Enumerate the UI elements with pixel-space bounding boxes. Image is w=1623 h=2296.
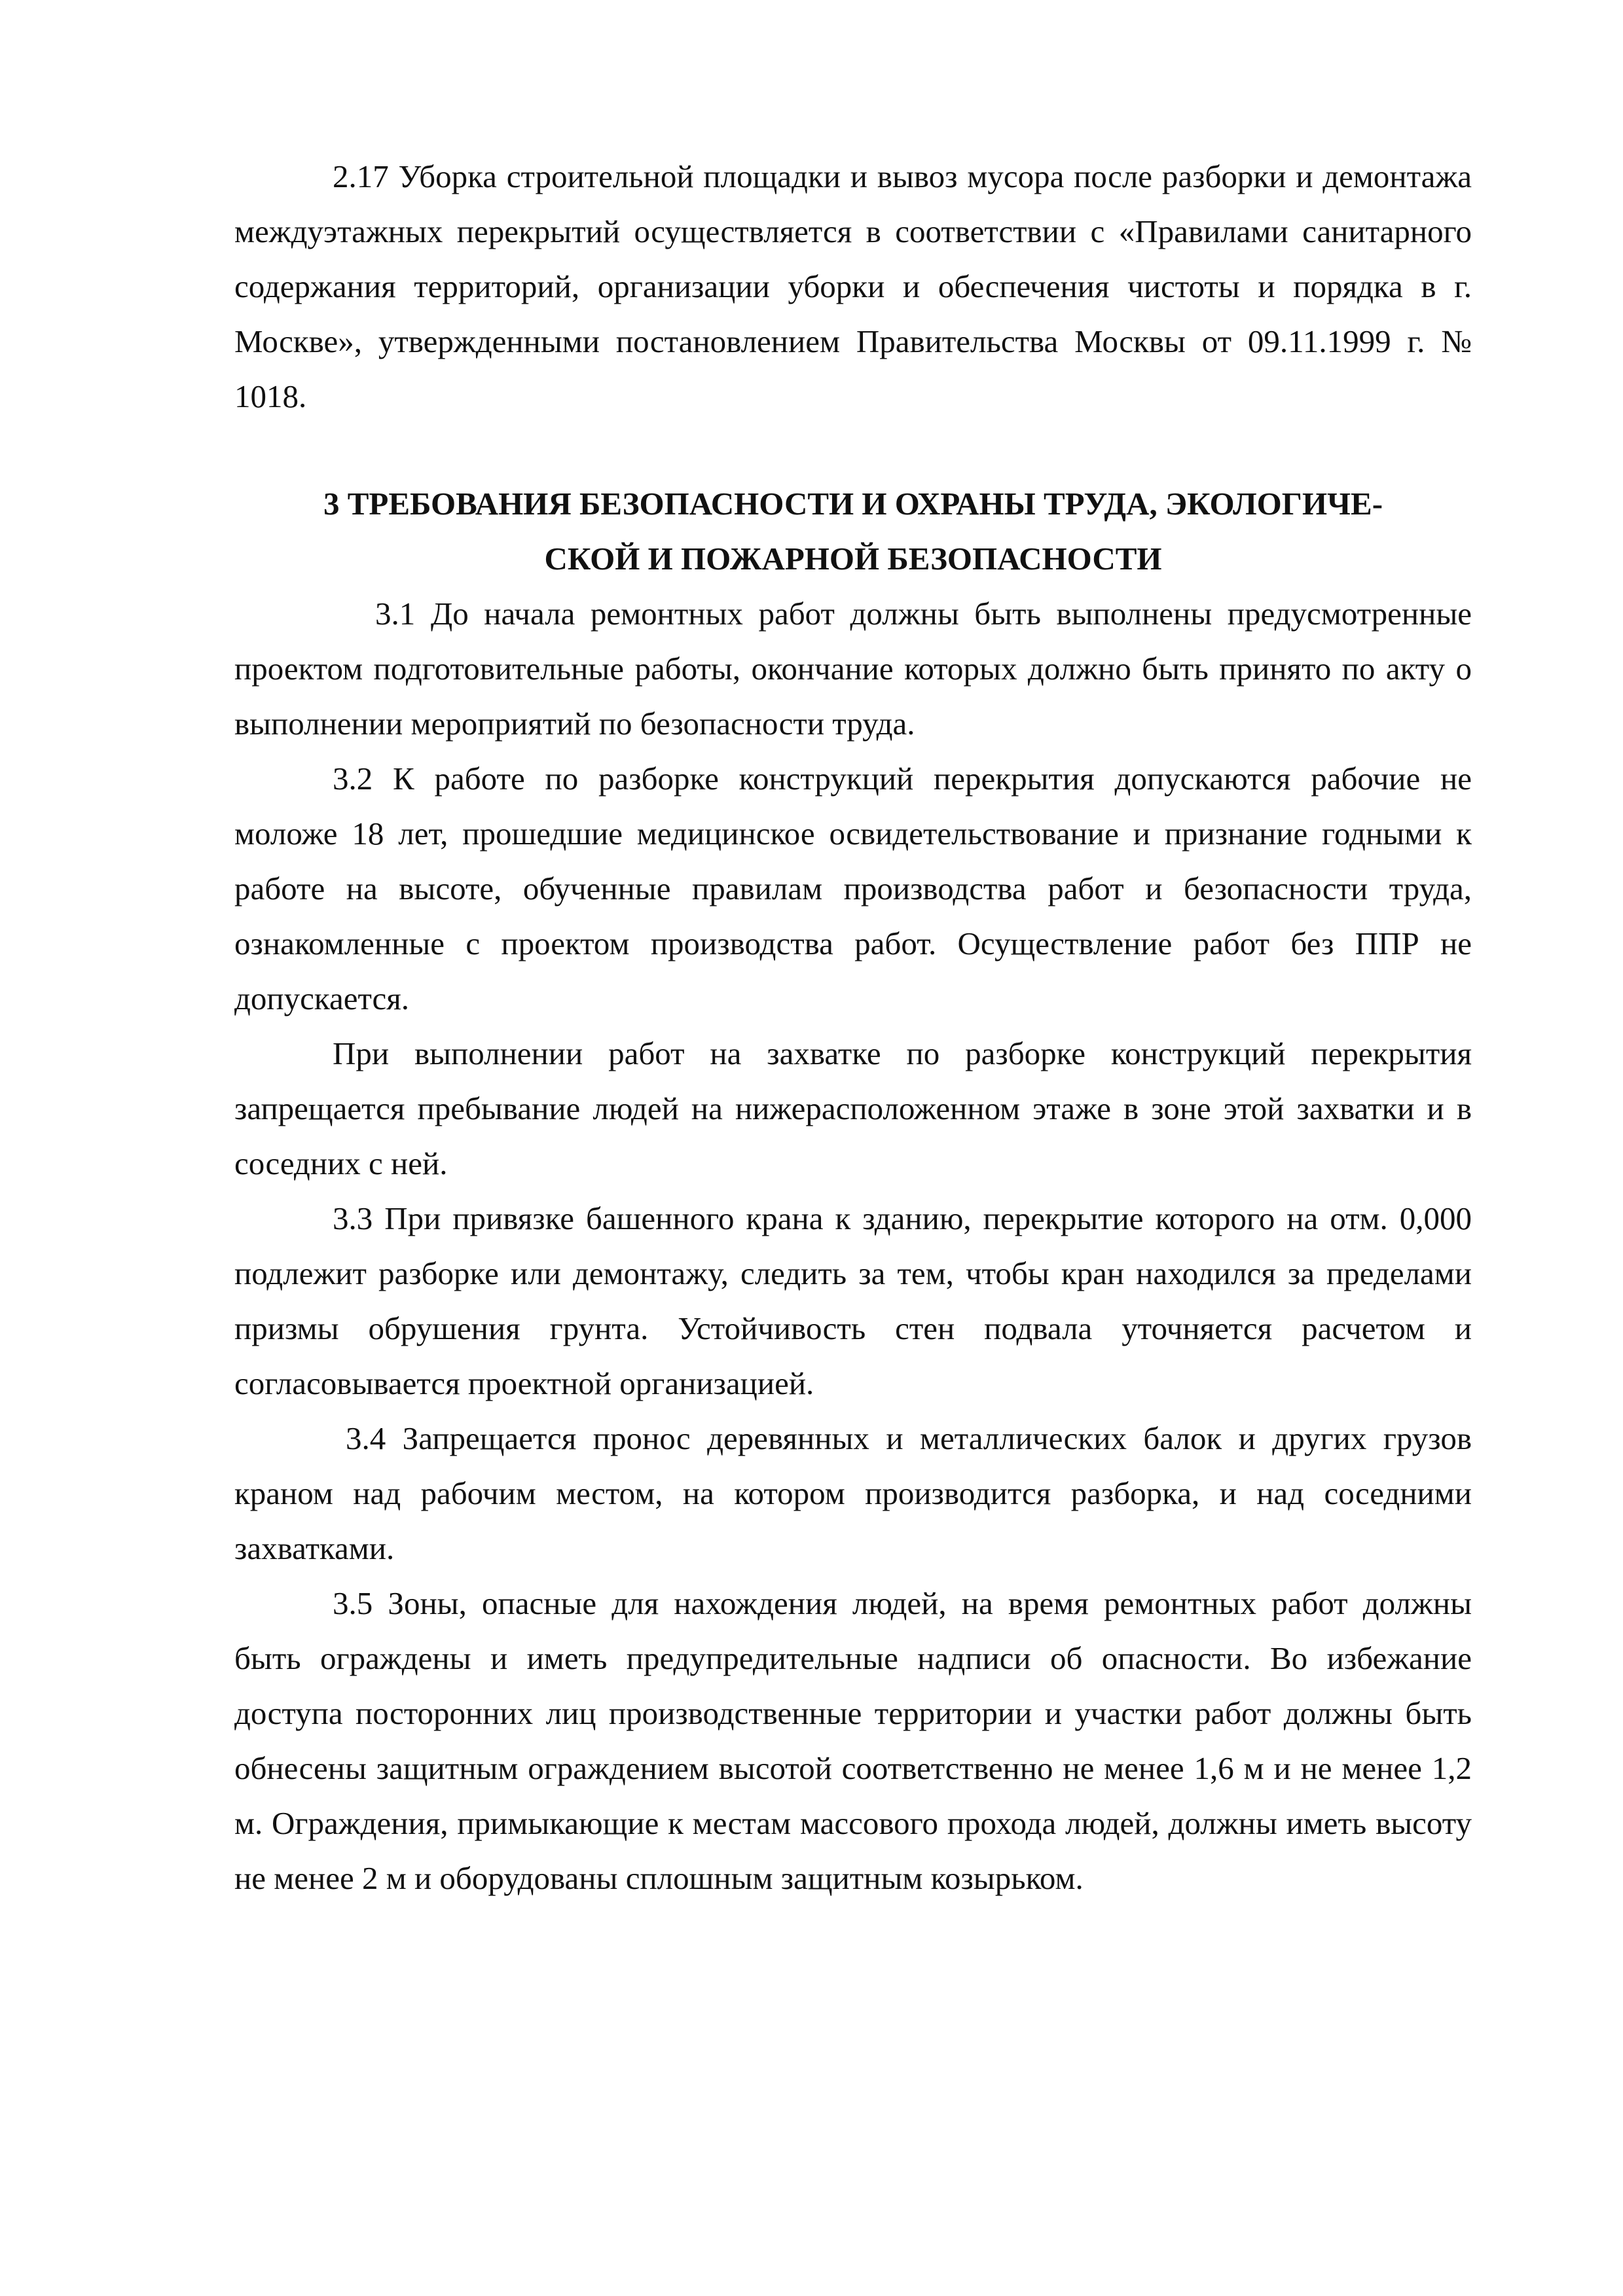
paragraph-3-5: 3.5 Зоны, опасные для нахождения людей, на время ремонтных работ должны быть ограждены и иметь предупредительные надписи об опасности. Во избежание доступа посторонних лиц производственные территории и участки работ должны быть обнесены защитным ограждением высотой соответственно не менее 1,6 м и не менее 1,2 м. Ограждения, примыкающие к местам массового прохода людей, должны иметь высоту не менее 2 м и оборудованы сплошным защитным козырьком. xyxy=(234,1585,1472,1896)
section-heading-line-2: СКОЙ И ПОЖАРНОЙ БЕЗОПАСНОСТИ xyxy=(544,541,1162,577)
paragraph-2-17: 2.17 Уборка строительной площадки и вывоз мусора после разборки и демонтажа междуэтажных перекрытий осуществляется в соответствии с «Правилами санитарного содержания территорий, организации уборки и обеспечения чистоты и порядка в г. Москве», утвержденными постановлением Правительства Москвы от 09.11.1999 г. № 1018. xyxy=(234,158,1472,414)
paragraph-3-2: 3.2 К работе по разборке конструкций перекрытия допускаются рабочие не моложе 18 лет, прошедшие медицинское освидетельствование и признание годными к работе на высоте, обученные правилам производства работ и безопасности труда, ознакомленные с проектом производства работ. Осуществление работ без ППР не допускается. xyxy=(234,761,1472,1016)
paragraph-3-4: 3.4 Запрещается пронос деревянных и металлических балок и других грузов краном над рабочим местом, на котором производится разборка, и над соседними захватками. xyxy=(234,1420,1472,1566)
section-heading xyxy=(234,476,1472,586)
document-body xyxy=(234,149,1472,1906)
section-heading-line-1: 3 ТРЕБОВАНИЯ БЕЗОПАСНОСТИ И ОХРАНЫ ТРУДА, ЭКОЛОГИЧЕ- xyxy=(323,486,1383,522)
paragraph-3-1: 3.1 До начала ремонтных работ должны быть выполнены предусмотренные проектом подготовительные работы, окончание которых должно быть принято по акту о выполнении мероприятий по безопасности труда. xyxy=(234,596,1472,742)
paragraph-3-3: 3.3 При привязке башенного крана к зданию, перекрытие которого на отм. 0,000 подлежит разборке или демонтажу, следить за тем, чтобы кран находился за пределами призмы обрушения грунта. Устойчивость стен подвала уточняется расчетом и согласовывается проектной организацией. xyxy=(234,1200,1472,1401)
paragraph-3-2-continued: При выполнении работ на захватке по разборке конструкций перекрытия запрещается пребывание людей на нижерасположенном этаже в зоне этой захватки и в соседних с ней. xyxy=(234,1035,1472,1181)
